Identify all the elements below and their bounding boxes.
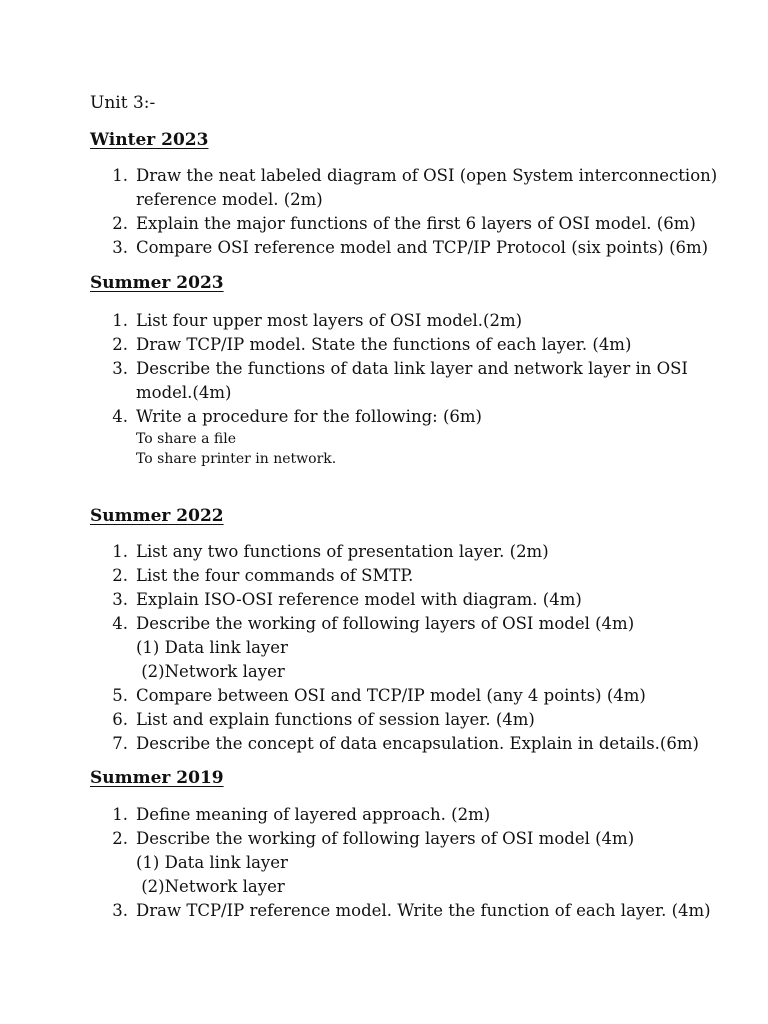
- question-text: Draw the neat labeled diagram of OSI (open System interconnection): [136, 166, 718, 185]
- question-text: (1) Data link layer: [136, 638, 288, 657]
- question-text: List any two functions of presentation layer. (2m): [136, 542, 549, 561]
- question-text: (1) Data link layer: [136, 853, 288, 872]
- list-item: [0, 564, 768, 588]
- list-item: [0, 357, 768, 405]
- question-text: (2)Network layer: [136, 877, 285, 896]
- list-item: [0, 588, 768, 612]
- list-item: [0, 309, 768, 333]
- question-number: 1.: [112, 311, 128, 330]
- list-item: [0, 164, 768, 212]
- question-number: 5.: [112, 686, 128, 705]
- unit-title: Unit 3:-: [90, 93, 156, 113]
- question-text: Draw TCP/IP model. State the functions of each layer. (4m): [136, 335, 632, 354]
- question-number: 2.: [112, 566, 128, 585]
- question-number: 6.: [112, 710, 128, 729]
- question-text: Draw TCP/IP reference model. Write the function of each layer. (4m): [136, 901, 711, 920]
- list-item: [0, 827, 768, 899]
- list-item: [0, 803, 768, 827]
- sub-item-text: To share a file: [136, 431, 237, 447]
- question-text: Define meaning of layered approach. (2m): [136, 805, 491, 824]
- question-number: 2.: [112, 335, 128, 354]
- question-text: Explain ISO-OSI reference model with diagram. (4m): [136, 590, 582, 609]
- question-text: Describe the functions of data link layer and network layer in OSI: [136, 359, 688, 378]
- question-number: 3.: [112, 590, 128, 609]
- question-number: 3.: [112, 238, 128, 257]
- question-text: reference model. (2m): [136, 190, 323, 209]
- list-item: [0, 333, 768, 357]
- question-number: 1.: [112, 166, 128, 185]
- list-item: [0, 732, 768, 756]
- question-text: List and explain functions of session layer. (4m): [136, 710, 535, 729]
- section-title-summer-2022: Summer 2022: [90, 506, 224, 526]
- question-text: Describe the working of following layers of OSI model (4m): [136, 829, 635, 848]
- section-title-winter-2023: Winter 2023: [90, 130, 209, 150]
- list-item: [0, 212, 768, 236]
- question-number: 2.: [112, 214, 128, 233]
- question-list-winter-2023: [0, 164, 768, 260]
- question-number: 4.: [112, 614, 128, 633]
- list-item: [0, 708, 768, 732]
- list-item: [0, 540, 768, 564]
- list-item: [0, 612, 768, 684]
- question-text: Compare between OSI and TCP/IP model (any 4 points) (4m): [136, 686, 646, 705]
- question-number: 2.: [112, 829, 128, 848]
- question-text: (2)Network layer: [136, 662, 285, 681]
- question-text: model.(4m): [136, 383, 232, 402]
- section-title-summer-2019: Summer 2019: [90, 768, 224, 788]
- question-number: 3.: [112, 901, 128, 920]
- question-list-summer-2019: [0, 803, 768, 923]
- question-text: Describe the working of following layers of OSI model (4m): [136, 614, 635, 633]
- list-item: [0, 236, 768, 260]
- question-number: 1.: [112, 805, 128, 824]
- question-number: 1.: [112, 542, 128, 561]
- question-list-summer-2022: [0, 540, 768, 756]
- question-number: 3.: [112, 359, 128, 378]
- question-text: Describe the concept of data encapsulation. Explain in details.(6m): [136, 734, 699, 753]
- question-number: 4.: [112, 407, 128, 426]
- question-text: List the four commands of SMTP.: [136, 566, 414, 585]
- question-text: List four upper most layers of OSI model.(2m): [136, 311, 523, 330]
- list-item: [0, 405, 768, 469]
- list-item: [0, 684, 768, 708]
- question-list-summer-2023: [0, 309, 768, 469]
- section-title-summer-2023: Summer 2023: [90, 273, 224, 293]
- question-text: Write a procedure for the following: (6m): [136, 407, 482, 426]
- question-number: 7.: [112, 734, 128, 753]
- sub-item-text: To share printer in network.: [136, 451, 337, 467]
- list-item: [0, 899, 768, 923]
- question-text: Explain the major functions of the first 6 layers of OSI model. (6m): [136, 214, 696, 233]
- question-text: Compare OSI reference model and TCP/IP Protocol (six points) (6m): [136, 238, 709, 257]
